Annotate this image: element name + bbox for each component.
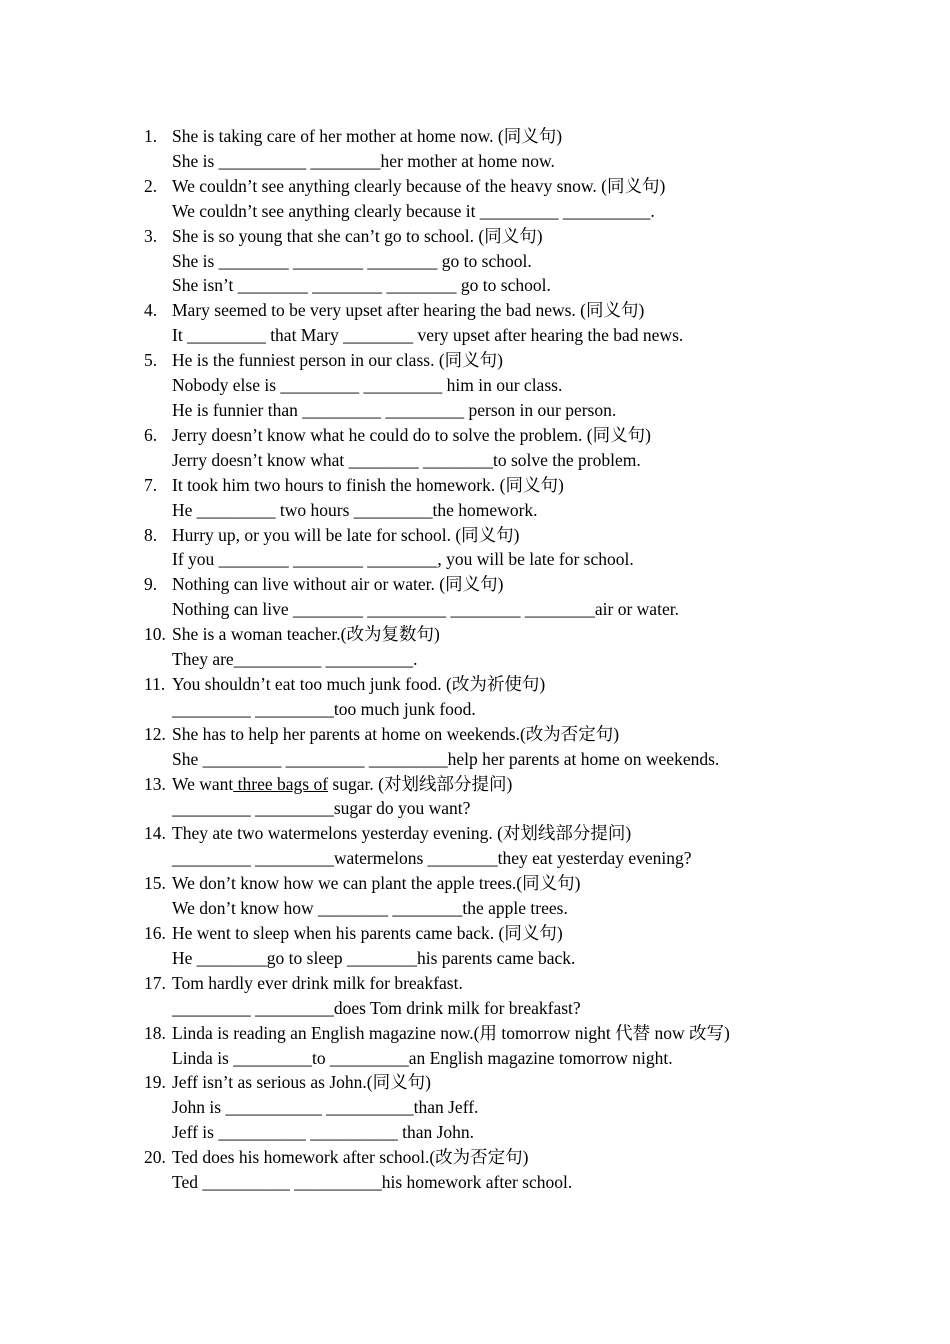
exercise-answer-line: We don’t know how ________ ________the apple trees.: [172, 898, 568, 919]
exercise-number: 9.: [144, 574, 158, 595]
exercise-prompt: Jeff isn’t as serious as John.(同义句): [172, 1072, 431, 1093]
exercise-item: [144, 971, 864, 1021]
exercise-prompt: She is a woman teacher.(改为复数句): [172, 624, 440, 645]
exercise-prompt: Nothing can live without air or water. (同义句): [172, 574, 504, 595]
prompt-text: We want: [172, 773, 234, 794]
exercise-answer-line: _________ _________sugar do you want?: [172, 798, 471, 819]
exercise-item: [144, 1070, 864, 1145]
exercise-number: 13.: [144, 773, 166, 794]
underlined-phrase: three bags of: [233, 773, 329, 794]
exercise-item: [144, 174, 864, 224]
exercise-item: [144, 821, 864, 871]
exercise-answer-line: It _________ that Mary ________ very upset after hearing the bad news.: [172, 325, 684, 346]
exercise-item: [144, 1145, 864, 1195]
exercise-item: [144, 622, 864, 672]
exercise-item: [144, 423, 864, 473]
exercise-prompt: It took him two hours to finish the homework. (同义句): [172, 474, 564, 495]
exercise-number: 5.: [144, 350, 158, 371]
exercise-answer-line: Jeff is __________ __________ than John.: [172, 1122, 475, 1143]
exercise-prompt: They ate two watermelons yesterday evening. (对划线部分提问): [172, 823, 632, 844]
exercise-item: [144, 772, 864, 822]
exercise-number: 7.: [144, 474, 158, 495]
exercise-prompt: Ted does his homework after school.(改为否定句): [172, 1147, 529, 1168]
exercise-item: [144, 722, 864, 772]
exercise-answer-line: We couldn’t see anything clearly because it _________ __________.: [172, 200, 655, 221]
exercise-list: [144, 124, 864, 1195]
exercise-number: 14.: [144, 823, 166, 844]
exercise-number: 3.: [144, 225, 158, 246]
exercise-item: [144, 921, 864, 971]
exercise-item: [144, 124, 864, 174]
exercise-prompt: She has to help her parents at home on weekends.(改为否定句): [172, 723, 620, 744]
exercise-prompt: We don’t know how we can plant the apple trees.(同义句): [172, 873, 581, 894]
exercise-number: 19.: [144, 1072, 166, 1093]
exercise-number: 15.: [144, 873, 166, 894]
exercise-answer-line: _________ _________watermelons ________they eat yesterday evening?: [172, 848, 692, 869]
exercise-answer-line: Nobody else is _________ _________ him in our class.: [172, 375, 563, 396]
exercise-prompt: He went to sleep when his parents came back. (同义句): [172, 923, 563, 943]
exercise-item: [144, 224, 864, 299]
exercise-item: [144, 871, 864, 921]
exercise-number: 6.: [144, 424, 158, 445]
exercise-answer-line: If you ________ ________ ________, you will be late for school.: [172, 549, 634, 570]
exercise-item: [144, 348, 864, 423]
exercise-number: 2.: [144, 175, 158, 196]
exercise-number: 4.: [144, 300, 158, 321]
exercise-number: 16.: [144, 923, 166, 943]
exercise-prompt: Tom hardly ever drink milk for breakfast.: [172, 972, 463, 993]
exercise-answer-line: She is __________ ________her mother at home now.: [172, 150, 555, 171]
exercise-prompt: [172, 772, 864, 797]
exercise-prompt: Mary seemed to be very upset after hearing the bad news. (同义句): [172, 300, 645, 321]
exercise-number: 12.: [144, 723, 166, 744]
exercise-number: 1.: [144, 126, 158, 146]
prompt-text: sugar. (对划线部分提问): [328, 773, 513, 794]
exercise-answer-line: She is ________ ________ ________ go to school.: [172, 250, 532, 271]
exercise-number: 17.: [144, 972, 166, 993]
exercise-answer-line: John is ___________ __________than Jeff.: [172, 1097, 479, 1118]
exercise-answer-line: He _________ two hours _________the homework.: [172, 499, 538, 520]
exercise-prompt: Hurry up, or you will be late for school. (同义句): [172, 524, 520, 545]
exercise-number: 8.: [144, 524, 158, 545]
exercise-prompt: Jerry doesn’t know what he could do to solve the problem. (同义句): [172, 424, 651, 445]
exercise-item: [144, 572, 864, 622]
exercise-answer-line: She isn’t ________ ________ ________ go to school.: [172, 275, 551, 296]
exercise-answer-line: _________ _________too much junk food.: [172, 698, 476, 719]
exercise-prompt: She is so young that she can’t go to school. (同义句): [172, 225, 543, 246]
exercise-item: [144, 473, 864, 523]
exercise-number: 11.: [144, 673, 166, 694]
exercise-answer-line: He ________go to sleep ________his parents came back.: [172, 947, 576, 968]
exercise-number: 20.: [144, 1147, 166, 1168]
exercise-answer-line: Nothing can live ________ _________ ________ ________air or water.: [172, 599, 679, 620]
exercise-answer-line: He is funnier than _________ _________ person in our person.: [172, 399, 617, 420]
exercise-answer-line: She _________ _________ _________help her parents at home on weekends.: [172, 748, 720, 769]
exercise-number: 18.: [144, 1022, 166, 1043]
exercise-item: [144, 1021, 864, 1071]
exercise-answer-line: Jerry doesn’t know what ________ ________to solve the problem.: [172, 449, 641, 470]
exercise-number: 10.: [144, 624, 166, 645]
exercise-prompt: He is the funniest person in our class. (同义句): [172, 350, 503, 371]
exercise-answer-line: _________ _________does Tom drink milk for breakfast?: [172, 997, 581, 1018]
exercise-prompt: You shouldn’t eat too much junk food. (改为祈使句): [172, 673, 546, 694]
exercise-item: [144, 298, 864, 348]
exercise-item: [144, 523, 864, 573]
exercise-prompt: She is taking care of her mother at home now. (同义句): [172, 126, 563, 146]
exercise-answer-line: They are__________ __________.: [172, 649, 418, 670]
exercise-answer-line: Ted __________ __________his homework after school.: [172, 1172, 573, 1193]
exercise-prompt: Linda is reading an English magazine now.(用 tomorrow night 代替 now 改写): [172, 1022, 730, 1043]
exercise-prompt: We couldn’t see anything clearly because of the heavy snow. (同义句): [172, 175, 666, 196]
exercise-answer-line: Linda is _________to _________an English magazine tomorrow night.: [172, 1047, 673, 1068]
exercise-item: [144, 672, 864, 722]
